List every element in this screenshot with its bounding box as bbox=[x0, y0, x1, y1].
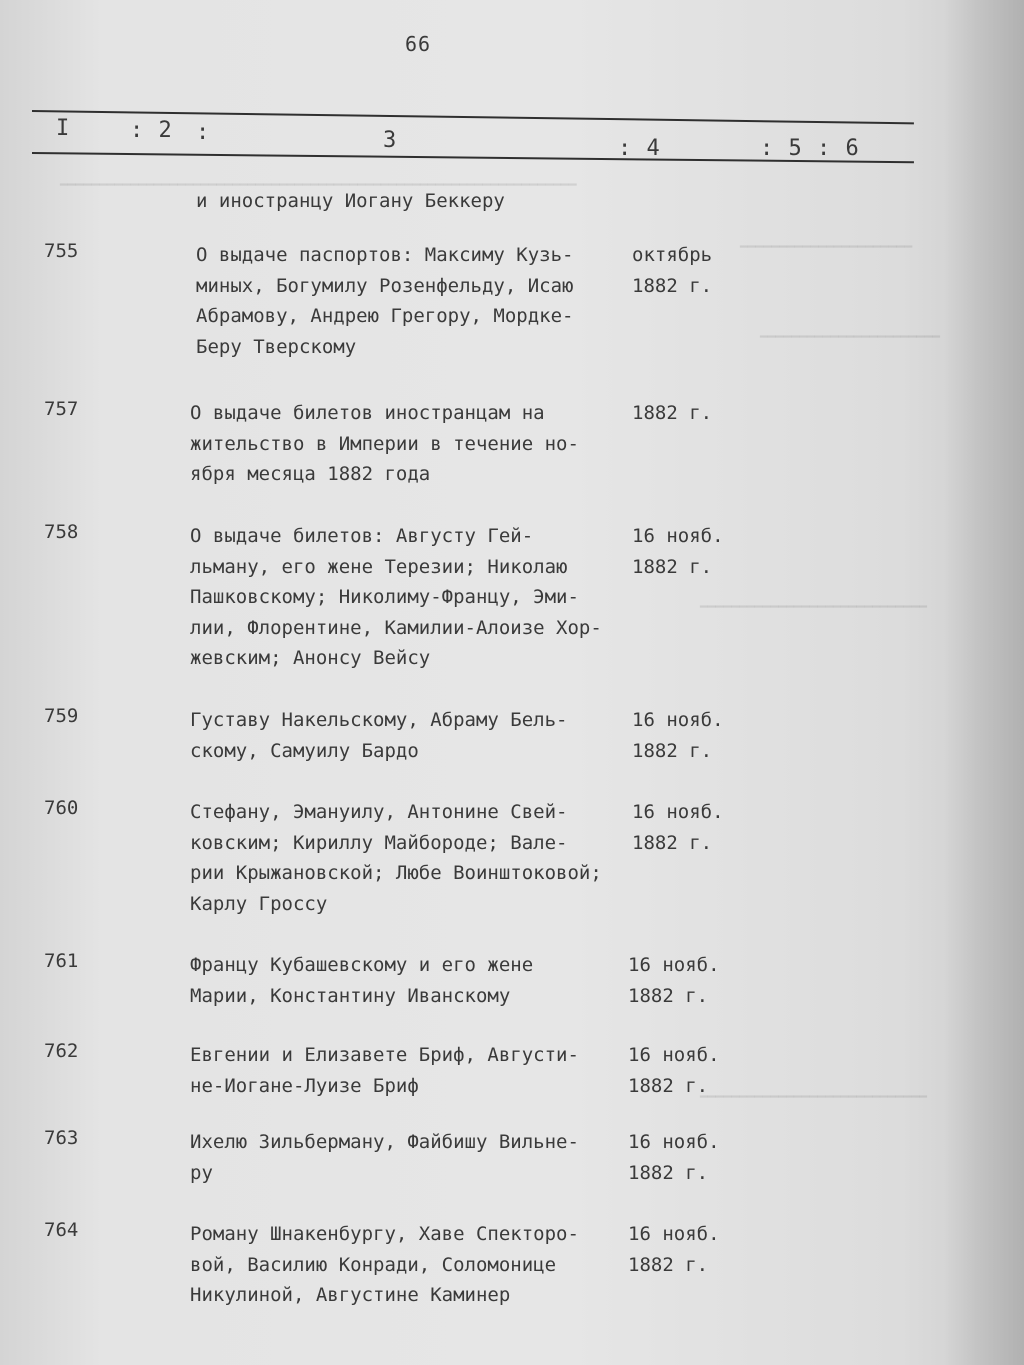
entry-number: 758 bbox=[44, 521, 79, 543]
entry-number: 760 bbox=[44, 797, 79, 819]
bleed-through-texture: ━━━━━━━━━━━━━━━━━━━━━━━━━━━━━ bbox=[700, 600, 927, 615]
entry-date: 16 нояб. 1882 г. bbox=[632, 709, 724, 762]
entry-date: 16 нояб. 1882 г. bbox=[628, 954, 720, 1007]
entry-text: О выдаче билетов иностранцам на жительство в Империи в течение но- ября месяца 1882 года bbox=[190, 402, 579, 485]
bleed-through-texture: ━━━━━━━━━━━━━━━━━━━━━━━━━━━━━ bbox=[700, 1090, 927, 1105]
entry-number: 761 bbox=[44, 950, 79, 972]
entry-date: 16 нояб. 1882 г. bbox=[628, 1223, 720, 1276]
bleed-through-texture: ━━━━━━━━━━━━━━━━━━━━━━━ bbox=[760, 330, 941, 345]
column-header-2: : 2 bbox=[130, 118, 173, 143]
column-header-separator: : bbox=[196, 120, 211, 145]
entry-text: Роману Шнакенбургу, Хаве Спекторо- вой, Василию Конради, Соломонице Никулиной, Августине Каминер bbox=[190, 1223, 579, 1306]
continuation-text: и иностранцу Иогану Беккеру bbox=[196, 190, 505, 212]
entry-date: 16 нояб. 1882 г. bbox=[628, 1131, 720, 1184]
entry-text: Ихелю Зильберману, Файбишу Вильне- ру bbox=[190, 1131, 579, 1184]
entry-date: октябрь 1882 г. bbox=[632, 244, 713, 297]
entry-number: 764 bbox=[44, 1219, 79, 1241]
column-header-4: : 4 bbox=[618, 136, 661, 161]
column-header-5-6: : 5 : 6 bbox=[760, 136, 860, 161]
page-number: 66 bbox=[405, 32, 432, 56]
entry-text: О выдаче билетов: Августу Гей- льману, его жене Терезии; Николаю Пашковскому; Николиму-Францу, Эми- лии, Флорентине, Камилии-Алоизе Хор- жевским; Анонсу Вейсу bbox=[190, 525, 602, 669]
entry-date: 1882 г. bbox=[632, 402, 713, 424]
bleed-through-texture: ━━━━━━━━━━━━━━━━━━━━━━ bbox=[740, 240, 913, 255]
entry-date: 16 нояб. 1882 г. bbox=[632, 525, 724, 578]
entry-number: 762 bbox=[44, 1040, 79, 1062]
entry-number: 759 bbox=[44, 705, 79, 727]
entry-text: Густаву Накельскому, Абраму Бель- скому, Самуилу Бардо bbox=[190, 709, 568, 762]
entry-date: 16 нояб. 1882 г. bbox=[628, 1044, 720, 1097]
entry-number: 755 bbox=[44, 240, 79, 262]
bleed-through-texture: ━━━━━━━━━━━━━━━━━━━━━━━━━━━━━━━━━━━━━━━━━━━━━━━━━━━━━━━━━━━━━━━━━━ bbox=[60, 178, 577, 193]
entry-number: 757 bbox=[44, 398, 79, 420]
entry-text: Евгении и Елизавете Бриф, Августи- не-Иогане-Луизе Бриф bbox=[190, 1044, 579, 1097]
page-edge-shadow bbox=[944, 0, 1024, 1365]
entry-text: О выдаче паспортов: Максиму Кузь- миных, Богумилу Розенфельду, Исаю Абрамову, Андрею Грегору, Мордке- Беру Тверскому bbox=[196, 244, 574, 358]
column-header-1: I bbox=[56, 116, 71, 141]
entry-text: Стефану, Эмануилу, Антонине Свей- ковским; Кириллу Майбороде; Вале- рии Крыжановской; Любе Воинштоковой; Карлу Гроссу bbox=[190, 801, 602, 915]
column-header-3: 3 bbox=[383, 128, 398, 153]
entry-text: Францу Кубашевскому и его жене Марии, Константину Иванскому bbox=[190, 954, 534, 1007]
entry-date: 16 нояб. 1882 г. bbox=[632, 801, 724, 854]
entry-number: 763 bbox=[44, 1127, 79, 1149]
